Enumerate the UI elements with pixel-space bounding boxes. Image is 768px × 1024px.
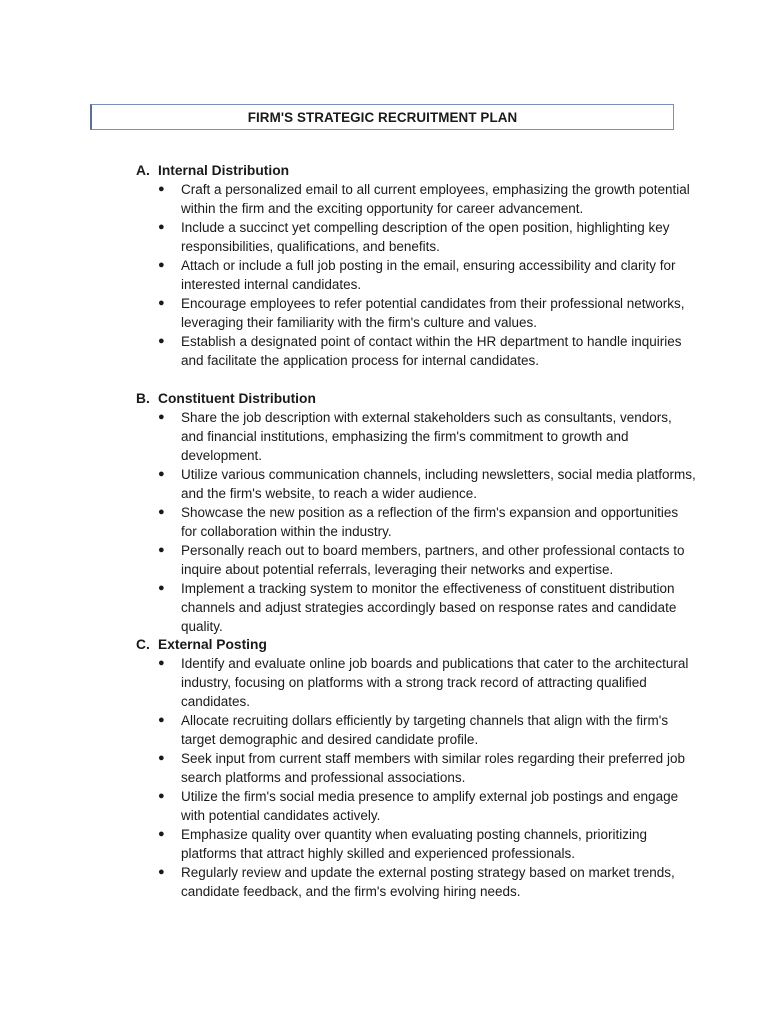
list-item-text: Showcase the new position as a reflection of the firm's expansion and opportunities for collaboration within the industry.: [181, 505, 679, 539]
list-item: [136, 332, 696, 370]
list-item: [136, 294, 696, 332]
list-item: [136, 579, 696, 636]
bullet-icon: ●: [158, 714, 165, 726]
list-item-text: Allocate recruiting dollars efficiently by targeting channels that align with the firm's target demographic and desired candidate profile.: [181, 713, 669, 747]
list-item-text: Identify and evaluate online job boards and publications that cater to the architectural industry, focusing on platforms with a strong track record of attracting qualified candidates.: [181, 656, 689, 709]
list-item: [136, 825, 696, 863]
list-item-text: Craft a personalized email to all current employees, emphasizing the growth potential within the firm and the exciting opportunity for career advancement.: [181, 182, 690, 216]
section-title: External Posting: [158, 637, 267, 652]
bullet-icon: ●: [158, 866, 165, 878]
list-item-text: Include a succinct yet compelling description of the open position, highlighting key responsibilities, qualifications, and benefits.: [181, 220, 670, 254]
bullet-icon: ●: [158, 790, 165, 802]
list-item: [136, 465, 696, 503]
title-box: [90, 104, 674, 130]
list-item: [136, 654, 696, 711]
section-letter: C.: [136, 637, 150, 652]
bullet-icon: ●: [158, 468, 165, 480]
section-heading: [136, 161, 696, 180]
bullet-list: [136, 654, 696, 901]
section-title: Internal Distribution: [158, 163, 290, 178]
list-item-text: Emphasize quality over quantity when evaluating posting channels, prioritizing platforms that attract highly skilled and experienced professionals.: [181, 827, 648, 861]
list-item-text: Utilize the firm's social media presence to amplify external job postings and engage with potential candidates actively.: [181, 789, 679, 823]
bullet-icon: ●: [158, 828, 165, 840]
list-item-text: Seek input from current staff members with similar roles regarding their preferred job search platforms and professional associations.: [181, 751, 685, 785]
bullet-icon: ●: [158, 506, 165, 518]
list-item: [136, 863, 696, 901]
list-item: [136, 541, 696, 579]
section-letter: B.: [136, 391, 150, 406]
bullet-icon: ●: [158, 221, 165, 233]
list-item-text: Encourage employees to refer potential candidates from their professional networks, leveraging their familiarity with the firm's culture and values.: [181, 296, 685, 330]
list-item: [136, 503, 696, 541]
bullet-icon: ●: [158, 259, 165, 271]
bullet-list: [136, 180, 696, 370]
list-item-text: Attach or include a full job posting in the email, ensuring accessibility and clarity for interested internal candidates.: [181, 258, 676, 292]
section-constituent-distribution: [136, 389, 696, 636]
list-item-text: Implement a tracking system to monitor the effectiveness of constituent distribution channels and adjust strategies accordingly based on response rates and candidate quality.: [181, 581, 677, 634]
section-external-posting: [136, 635, 696, 901]
list-item: [136, 180, 696, 218]
bullet-icon: ●: [158, 411, 165, 423]
bullet-icon: ●: [158, 544, 165, 556]
bullet-icon: ●: [158, 582, 165, 594]
list-item: [136, 711, 696, 749]
list-item-text: Regularly review and update the external posting strategy based on market trends, candidate feedback, and the firm's evolving hiring needs.: [181, 865, 675, 899]
bullet-icon: ●: [158, 657, 165, 669]
list-item: [136, 256, 696, 294]
section-internal-distribution: [136, 161, 696, 370]
bullet-list: [136, 408, 696, 636]
list-item-text: Establish a designated point of contact within the HR department to handle inquiries and facilitate the application process for internal candidates.: [181, 334, 682, 368]
list-item: [136, 787, 696, 825]
list-item-text: Utilize various communication channels, including newsletters, social media platforms, and the firm's website, to reach a wider audience.: [181, 467, 696, 501]
list-item: [136, 218, 696, 256]
bullet-icon: ●: [158, 183, 165, 195]
list-item: [136, 408, 696, 465]
bullet-icon: ●: [158, 297, 165, 309]
section-title: Constituent Distribution: [158, 391, 316, 406]
section-letter: A.: [136, 163, 150, 178]
bullet-icon: ●: [158, 335, 165, 347]
list-item-text: Personally reach out to board members, partners, and other professional contacts to inquire about potential referrals, leveraging their networks and expertise.: [181, 543, 685, 577]
document-title: FIRM'S STRATEGIC RECRUITMENT PLAN: [247, 109, 518, 125]
list-item: [136, 749, 696, 787]
section-heading: [136, 389, 696, 408]
section-heading: [136, 635, 696, 654]
bullet-icon: ●: [158, 752, 165, 764]
list-item-text: Share the job description with external stakeholders such as consultants, vendors, and financial institutions, emphasizing the firm's commitment to growth and development.: [181, 410, 672, 463]
